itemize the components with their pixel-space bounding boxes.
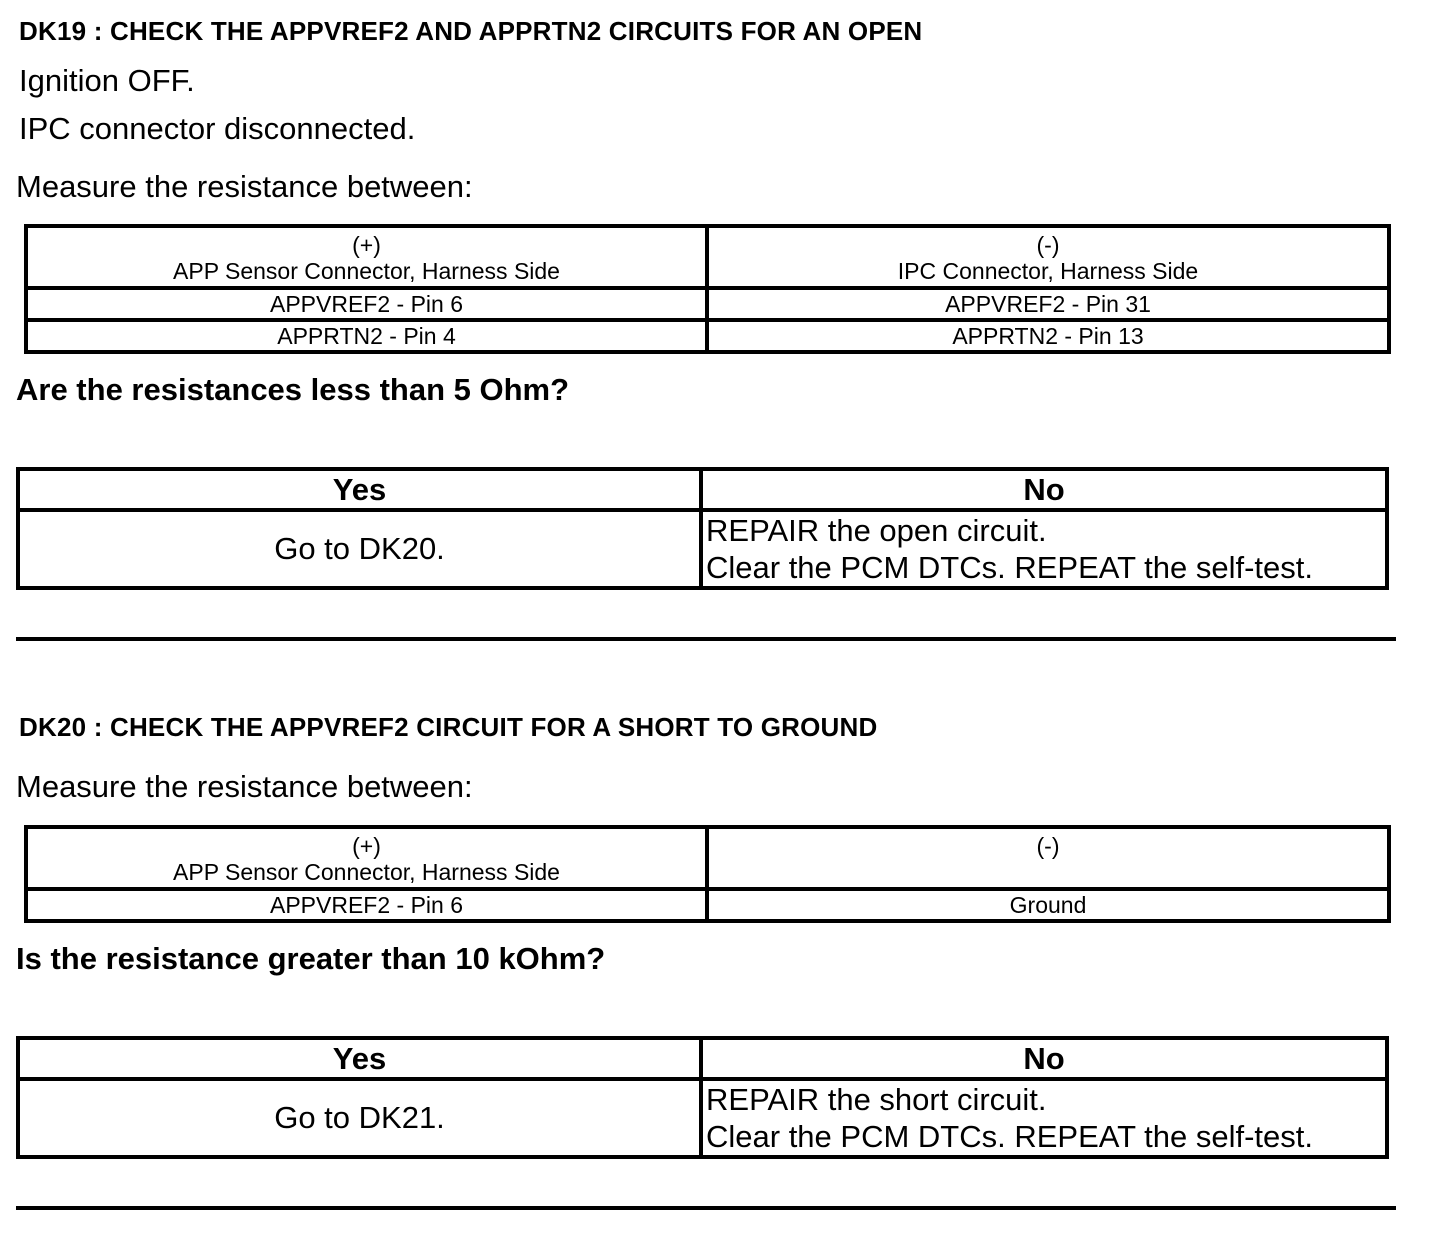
yes-header: Yes <box>18 469 701 510</box>
dk20-minus-header <box>707 827 1389 889</box>
table-cell: APPVREF2 - Pin 6 <box>26 889 707 921</box>
dk20-question: Is the resistance greater than 10 kOhm? <box>16 941 606 976</box>
dk20-plus-header <box>26 827 707 889</box>
table-row <box>18 1038 1387 1079</box>
dk20-decision-table <box>16 1036 1389 1159</box>
plus-label: APP Sensor Connector, Harness Side <box>173 859 560 885</box>
plus-label: APP Sensor Connector, Harness Side <box>173 258 560 284</box>
dk19-step-ignition: Ignition OFF. <box>19 63 195 98</box>
dk19-minus-header <box>707 226 1389 288</box>
dk19-step-ipc: IPC connector disconnected. <box>19 111 416 146</box>
dk20-measure-table <box>24 825 1391 923</box>
table-cell: APPRTN2 - Pin 4 <box>26 320 707 352</box>
no-action-line: REPAIR the short circuit. <box>706 1082 1047 1117</box>
no-action <box>701 510 1387 588</box>
no-header: No <box>701 1038 1387 1079</box>
minus-sign: (-) <box>1036 833 1060 859</box>
table-cell: APPVREF2 - Pin 6 <box>26 288 707 320</box>
dk19-plus-header <box>26 226 707 288</box>
no-action-line: Clear the PCM DTCs. REPEAT the self-test. <box>706 1119 1313 1154</box>
table-row <box>26 827 1389 889</box>
no-action-line: Clear the PCM DTCs. REPEAT the self-test. <box>706 550 1313 585</box>
table-row <box>18 469 1387 510</box>
table-row <box>26 288 1389 320</box>
minus-label: IPC Connector, Harness Side <box>897 258 1199 284</box>
dk19-question: Are the resistances less than 5 Ohm? <box>16 372 570 407</box>
plus-sign: (+) <box>352 833 381 859</box>
section-divider <box>16 1206 1396 1210</box>
dk19-heading: DK19 : CHECK THE APPVREF2 AND APPRTN2 CIRCUITS FOR AN OPEN <box>19 16 923 46</box>
dk19-decision-table <box>16 467 1389 590</box>
table-row <box>26 889 1389 921</box>
dk20-heading: DK20 : CHECK THE APPVREF2 CIRCUIT FOR A SHORT TO GROUND <box>19 712 878 742</box>
dk19-measure-table <box>24 224 1391 354</box>
section-divider <box>16 637 1396 641</box>
no-action <box>701 1079 1387 1157</box>
plus-sign: (+) <box>352 232 381 258</box>
yes-action: Go to DK21. <box>18 1079 701 1157</box>
dk20-measure-label: Measure the resistance between: <box>16 769 473 804</box>
dk19-measure-label: Measure the resistance between: <box>16 169 473 204</box>
table-row <box>26 226 1389 288</box>
table-cell: APPVREF2 - Pin 31 <box>707 288 1389 320</box>
table-cell: APPRTN2 - Pin 13 <box>707 320 1389 352</box>
yes-header: Yes <box>18 1038 701 1079</box>
no-header: No <box>701 469 1387 510</box>
yes-action: Go to DK20. <box>18 510 701 588</box>
table-cell: Ground <box>707 889 1389 921</box>
table-row <box>18 510 1387 588</box>
table-row <box>26 320 1389 352</box>
table-row <box>18 1079 1387 1157</box>
minus-sign: (-) <box>1036 232 1060 258</box>
no-action-line: REPAIR the open circuit. <box>706 513 1047 548</box>
